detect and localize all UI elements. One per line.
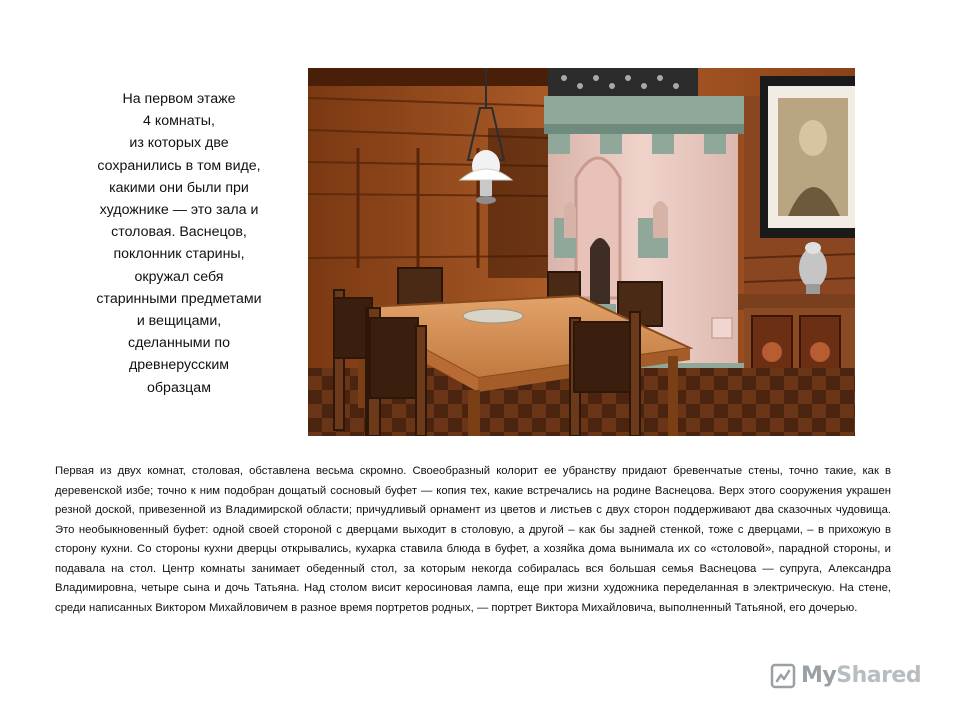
description-paragraph: Первая из двух комнат, столовая, обставлена весьма скромно. Своеобразный колорит ее убранству придают бревенчатые стены, точно такие, как в деревенской избе; точно к ним подобран дощатый сосновый буфет — копия тех, какие встречались на родине Васнецова. Верх этого сооружения украшен резной доской, привезенной из Владимирской области; причудливый орнамент из цветов и листьев с двух сторон поддерживают два сказочных чудовища. Это необыкновенный буфет: одной своей стороной с дверцами выходит в столовую, а другой – как бы задней стенкой, тоже с дверцами, – в прихожую в сторону кухни. Со стороны кухни дверцы открывались, кухарка ставила блюда в буфет, а хозяйка дома вынимала их со «столовой», парадной стороны, и подавала на стол. Центр комнаты занимает обеденный стол, за которым некогда собиралась вся большая семья Васнецова — супруга, Александра Владимировна, четыре сына и дочь Татьяна. Над столом висит керосиновая лампа, еще при жизни художника переделанная в электрическую. На стене, среди написанных Виктором Михайловичем в разное время портретов родных, — портрет Виктора Михайловича, выполненный Татьяной, его дочерью. <box>55 465 891 614</box>
intro-text <box>74 88 284 399</box>
intro-line: сохранились в том виде, <box>97 157 261 174</box>
intro-line: из которых две <box>129 135 229 152</box>
intro-line: древнерусским <box>128 357 230 374</box>
myshared-logo-icon <box>770 663 796 689</box>
intro-line: поклонник старины, <box>113 246 245 263</box>
watermark-part-my: My <box>801 663 837 688</box>
dining-room-photo <box>308 68 855 436</box>
intro-line: окружал себя <box>134 268 224 285</box>
intro-line: столовая. Васнецов, <box>111 224 247 241</box>
intro-line: На первом этаже <box>122 91 236 107</box>
myshared-watermark <box>770 661 921 691</box>
intro-line: 4 комнаты, <box>143 113 215 130</box>
intro-line: старинными предметами <box>96 290 262 307</box>
intro-line: художнике — это зала и <box>99 202 259 219</box>
intro-line: какими они были при <box>109 179 249 196</box>
watermark-text <box>801 663 921 689</box>
intro-line: образцам <box>147 379 211 396</box>
intro-line: сделанными по <box>127 335 231 352</box>
watermark-part-shared: Shared <box>836 663 922 688</box>
intro-line: и вещицами, <box>136 313 222 330</box>
